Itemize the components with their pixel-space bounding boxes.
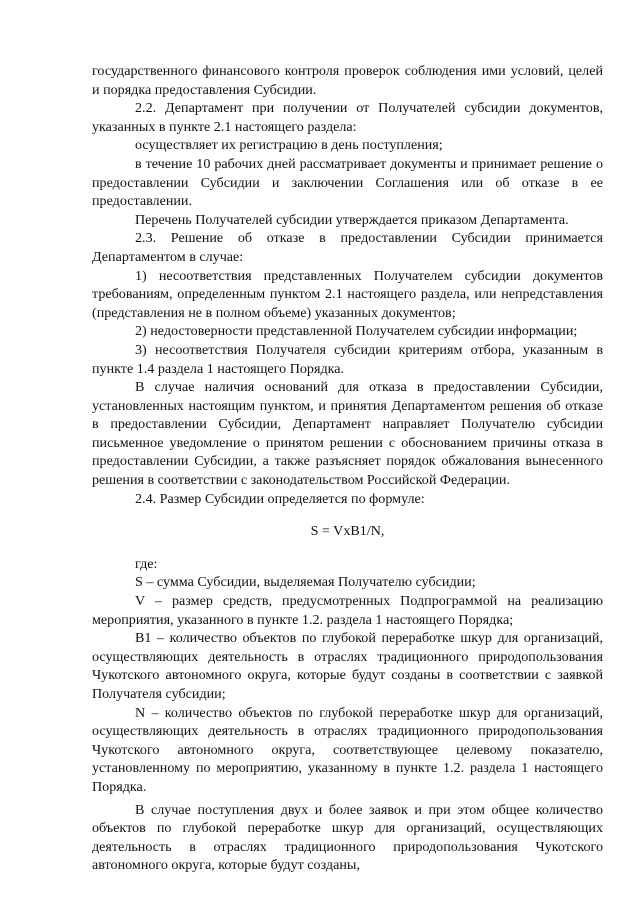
list-item-2: 2) недостоверности представленной Получателем субсидии информации; xyxy=(135,323,578,340)
list-item-3: 3) несоответствия Получателя субсидии критериям отбора, указанным в пункте 1.4 раздела 1 настоящего Порядка. xyxy=(92,341,603,377)
paragraph-continuation: государственного финансового контроля проверок соблюдения ими условий, целей и порядка предоставления Субсидии. xyxy=(92,63,603,98)
paragraph-2-4: 2.4. Размер Субсидии определяется по формуле: xyxy=(135,490,425,507)
definition-where: где: xyxy=(135,555,158,572)
subsidy-formula: S = VxB1/N, xyxy=(310,523,385,540)
paragraph-2-2: 2.2. Департамент при получении от Получателей субсидии документов, указанных в пункте 2.1 настоящего раздела: xyxy=(92,100,603,135)
definition-b1: B1 – количество объектов по глубокой переработке шкур для организаций, осуществляющих деятельность в отраслях традиционного природопользования Чукотского автономного округа, которые будут созданы в соответствии с заявкой Получателя субсидии; xyxy=(92,630,603,702)
paragraph-2-3: 2.3. Решение об отказе в предоставлении Субсидии принимается Департаментом в случае: xyxy=(92,230,603,265)
definition-v: V – размер средств, предусмотренных Подпрограммой на реализацию мероприятия, указанного в пункте 1.2. раздела 1 настоящего Порядка; xyxy=(92,593,603,628)
paragraph-registration: осуществляет их регистрацию в день поступления; xyxy=(135,137,443,154)
definition-s: S – сумма Субсидии, выделяемая Получателю субсидии; xyxy=(135,574,476,591)
paragraph-review-period: в течение 10 рабочих дней рассматривает документы и принимает решение о предоставлении Субсидии и заключении Соглашения или об отказе в ее предоставлении. xyxy=(92,155,603,210)
paragraph-multiple-applications: В случае поступления двух и более заявок и при этом общее количество объектов по глубокой переработке шкур для организаций, осуществляющих деятельность в отраслях традиционного природопользования Чукотского автономного округа, которые будут созданы, xyxy=(92,801,603,874)
list-item-1: 1) несоответствия представленных Получателем субсидии документов требованиям, определенным пунктом 2.1 настоящего раздела, или непредставления (представления не в полном объеме) указанных документов; xyxy=(92,267,603,321)
paragraph-refusal-notice: В случае наличия оснований для отказа в предоставлении Субсидии, установленных настоящим пунктом, и принятия Департаментом решения об отказе в предоставлении Субсидии, Департамент направляет Получателю субсидии письменное уведомление о принятом решении с обоснованием причины отказа в предоставлении Субсидии, а также разъясняет порядок обжалования вынесенного решения в соответствии с законодательством Российской Федерации. xyxy=(92,379,603,489)
definition-n: N – количество объектов по глубокой переработке шкур для организаций, осуществляющих деятельность в отраслях традиционного природопользования Чукотского автономного округа, соответствующее целевому показателю, установленному по мероприятию, указанному в пункте 1.2. раздела 1 настоящего Порядка. xyxy=(92,704,603,795)
paragraph-recipients-list: Перечень Получателей субсидии утверждается приказом Департамента. xyxy=(135,211,569,228)
